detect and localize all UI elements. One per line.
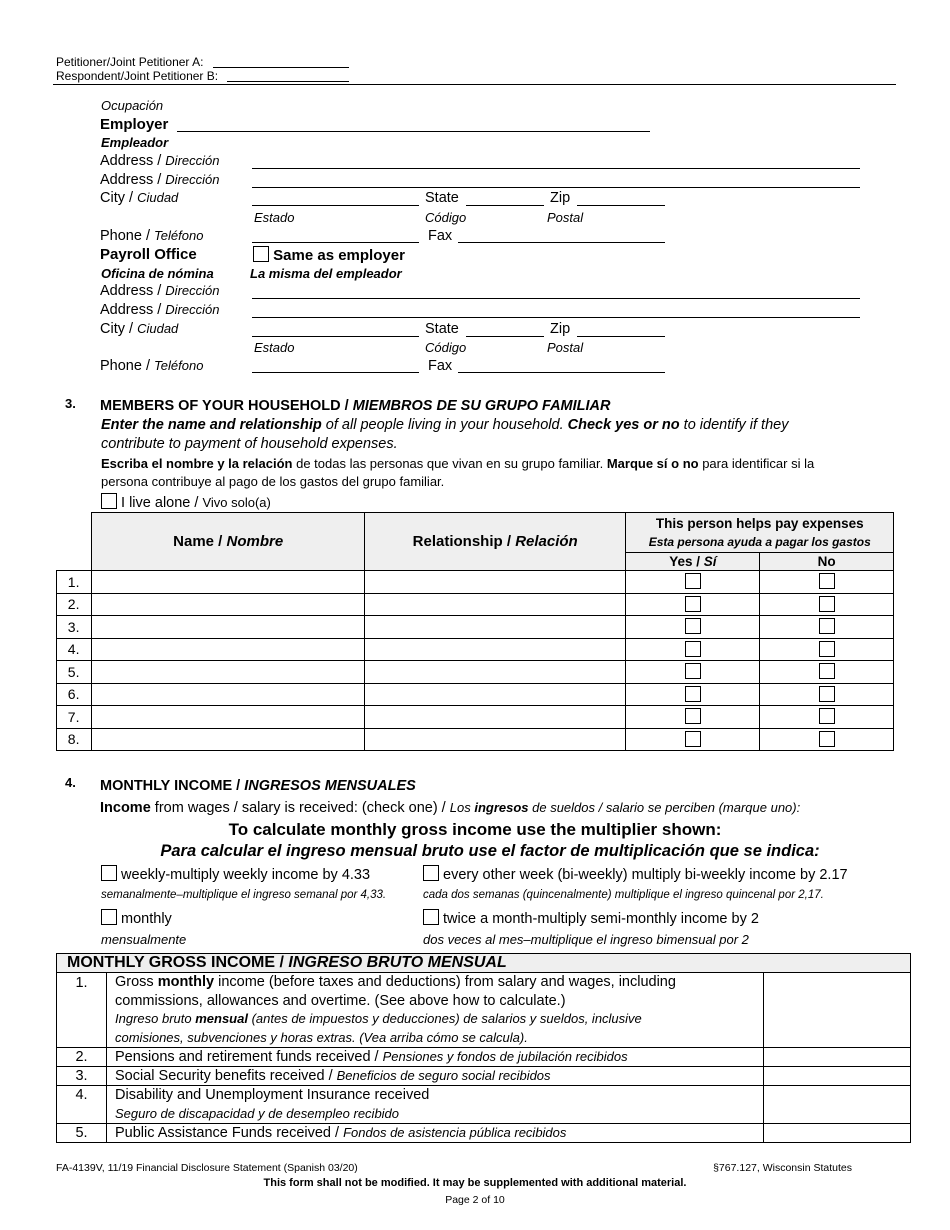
employer-phone-field[interactable] bbox=[252, 242, 419, 243]
gross-row-1-label: Gross monthly income (before taxes and deductions) from salary and wages, including commissions, allowances and overtime. (See above how to calculate.) Ingreso bruto mensual (antes de impuestos y deducciones) de salarios y sueldos, inclusive comisiones, subvenciones y horas extras. (Vea arriba cómo se calcula). bbox=[107, 973, 764, 1048]
household-relationship-cell[interactable] bbox=[364, 728, 626, 751]
household-no-cell bbox=[760, 571, 894, 594]
helps-pay-no-checkbox[interactable] bbox=[819, 596, 835, 612]
household-relationship-cell[interactable] bbox=[364, 638, 626, 661]
household-row bbox=[57, 571, 894, 594]
phone-label: Phone / Teléfono bbox=[100, 228, 204, 244]
gross-row-2-amount[interactable] bbox=[764, 1048, 911, 1067]
biweekly-option[interactable]: every other week (bi-weekly) multiply bi-weekly income by 2.17 bbox=[423, 865, 848, 883]
household-name-cell[interactable] bbox=[92, 728, 364, 751]
address-label-1: Address / Dirección bbox=[100, 153, 220, 169]
helps-pay-yes-checkbox[interactable] bbox=[685, 731, 701, 747]
gross-income-table bbox=[56, 953, 911, 1143]
household-row-number: 6. bbox=[57, 683, 92, 706]
section-3-instructions-es: Escriba el nombre y la relación de todas las personas que vivan en su grupo familiar. Marque sí o no para identificar si la bbox=[101, 456, 815, 471]
section-3-instructions-es-2: persona contribuye al pago de los gastos del grupo familiar. bbox=[101, 474, 445, 489]
codigo-label: Código bbox=[425, 210, 467, 225]
household-name-cell[interactable] bbox=[92, 683, 364, 706]
helps-pay-no-checkbox[interactable] bbox=[819, 618, 835, 634]
fax-label: Fax bbox=[428, 228, 453, 244]
live-alone-checkbox[interactable] bbox=[101, 493, 117, 509]
helps-pay-yes-checkbox[interactable] bbox=[685, 618, 701, 634]
payroll-state-label: State bbox=[425, 321, 459, 337]
helps-pay-yes-checkbox[interactable] bbox=[685, 641, 701, 657]
section-3-number: 3. bbox=[65, 396, 76, 411]
payroll-zip-field[interactable] bbox=[577, 336, 665, 337]
household-row bbox=[57, 638, 894, 661]
weekly-checkbox[interactable] bbox=[101, 865, 117, 881]
payroll-address-label-2: Address / Dirección bbox=[100, 302, 220, 318]
payroll-fax-field[interactable] bbox=[458, 372, 665, 373]
household-relationship-cell[interactable] bbox=[364, 571, 626, 594]
semimonthly-option[interactable]: twice a month-multiply semi-monthly income by 2 bbox=[423, 909, 759, 927]
biweekly-checkbox[interactable] bbox=[423, 865, 439, 881]
payroll-address-2-field[interactable] bbox=[252, 317, 860, 318]
payroll-office-label: Payroll Office bbox=[100, 246, 197, 263]
employer-field[interactable] bbox=[177, 131, 650, 132]
postal-label: Postal bbox=[547, 210, 584, 225]
live-alone-option[interactable]: I live alone / Vivo solo(a) bbox=[101, 493, 271, 511]
gross-row-3-number: 3. bbox=[57, 1067, 107, 1086]
household-name-cell[interactable] bbox=[92, 593, 364, 616]
payroll-state-field[interactable] bbox=[466, 336, 544, 337]
payroll-codigo-label: Código bbox=[425, 340, 467, 355]
employer-fax-field[interactable] bbox=[458, 242, 665, 243]
household-row-number: 7. bbox=[57, 706, 92, 729]
household-relationship-cell[interactable] bbox=[364, 616, 626, 639]
statute-reference: §767.127, Wisconsin Statutes bbox=[713, 1162, 852, 1174]
household-table bbox=[56, 512, 894, 751]
city-label: City / Ciudad bbox=[100, 190, 179, 206]
gross-row-2-number: 2. bbox=[57, 1048, 107, 1067]
section-3-instructions-en-2: contribute to payment of household expenses. bbox=[101, 436, 398, 452]
gross-row-2-label: Pensions and retirement funds received / Pensiones y fondos de jubilación recibidos bbox=[107, 1048, 764, 1067]
monthly-option-es: mensualmente bbox=[101, 932, 187, 947]
gross-income-title: MONTHLY GROSS INCOME / INGRESO BRUTO MENSUAL bbox=[57, 954, 911, 973]
state-label: State bbox=[425, 190, 459, 206]
household-no-cell bbox=[760, 683, 894, 706]
household-no-cell bbox=[760, 593, 894, 616]
household-yes-cell bbox=[626, 706, 760, 729]
employer-zip-field[interactable] bbox=[577, 205, 665, 206]
gross-row-1-amount[interactable] bbox=[764, 973, 911, 1048]
payroll-address-label-1: Address / Dirección bbox=[100, 283, 220, 299]
household-relationship-cell[interactable] bbox=[364, 706, 626, 729]
helps-pay-no-checkbox[interactable] bbox=[819, 708, 835, 724]
gross-row-3-label: Social Security benefits received / Beneficios de seguro social recibidos bbox=[107, 1067, 764, 1086]
household-name-cell[interactable] bbox=[92, 638, 364, 661]
household-no-cell bbox=[760, 638, 894, 661]
household-row-number: 5. bbox=[57, 661, 92, 684]
weekly-option[interactable]: weekly-multiply weekly income by 4.33 bbox=[101, 865, 370, 883]
household-row bbox=[57, 661, 894, 684]
payroll-phone-field[interactable] bbox=[252, 372, 419, 373]
helps-pay-yes-checkbox[interactable] bbox=[685, 708, 701, 724]
payroll-fax-label: Fax bbox=[428, 358, 453, 374]
household-no-cell bbox=[760, 661, 894, 684]
household-row-number: 8. bbox=[57, 728, 92, 751]
income-received-line: Income from wages / salary is received: (check one) / Los ingresos de sueldos / salario se perciben (marque uno): bbox=[100, 800, 801, 816]
household-yes-cell bbox=[626, 593, 760, 616]
household-no-cell bbox=[760, 706, 894, 729]
section-4-number: 4. bbox=[65, 775, 76, 790]
helps-pay-no-checkbox[interactable] bbox=[819, 686, 835, 702]
payroll-estado-label: Estado bbox=[254, 340, 295, 355]
household-table-corner bbox=[57, 513, 92, 571]
household-yes-cell bbox=[626, 728, 760, 751]
form-number: FA-4139V, 11/19 Financial Disclosure Statement (Spanish 03/20) bbox=[56, 1162, 358, 1174]
page-number: Page 2 of 10 bbox=[445, 1194, 505, 1206]
calc-instruction-es: Para calcular el ingreso mensual bruto use el factor de multiplicación que se indica: bbox=[160, 842, 820, 860]
payroll-city-field[interactable] bbox=[252, 336, 419, 337]
household-yes-cell bbox=[626, 683, 760, 706]
employer-address-1-field[interactable] bbox=[252, 168, 860, 169]
household-name-cell[interactable] bbox=[92, 616, 364, 639]
payroll-city-label: City / Ciudad bbox=[100, 321, 179, 337]
zip-label: Zip bbox=[550, 190, 571, 206]
payroll-postal-label: Postal bbox=[547, 340, 584, 355]
respondent-b-field[interactable] bbox=[227, 81, 349, 82]
col-relationship-header: Relationship / Relación bbox=[364, 513, 626, 571]
petitioner-a-label: Petitioner/Joint Petitioner A: bbox=[56, 55, 204, 69]
same-as-employer-checkbox[interactable] bbox=[253, 246, 269, 262]
gross-row-5-number: 5. bbox=[57, 1124, 107, 1143]
estado-label: Estado bbox=[254, 210, 295, 225]
household-yes-cell bbox=[626, 616, 760, 639]
payroll-address-1-field[interactable] bbox=[252, 298, 860, 299]
household-row bbox=[57, 593, 894, 616]
household-yes-cell bbox=[626, 661, 760, 684]
helps-pay-no-checkbox[interactable] bbox=[819, 731, 835, 747]
household-row-number: 2. bbox=[57, 593, 92, 616]
same-as-employer-es-label: La misma del empleador bbox=[250, 266, 402, 281]
monthly-option[interactable]: monthly bbox=[101, 909, 172, 927]
helps-pay-yes-checkbox[interactable] bbox=[685, 596, 701, 612]
household-no-cell bbox=[760, 616, 894, 639]
same-as-employer-option[interactable]: Same as employer bbox=[253, 246, 405, 264]
col-helps-header: This person helps pay expenses bbox=[626, 513, 894, 533]
monthly-checkbox[interactable] bbox=[101, 909, 117, 925]
address-label-2: Address / Dirección bbox=[100, 172, 220, 188]
helps-pay-no-checkbox[interactable] bbox=[819, 641, 835, 657]
col-no-header: No bbox=[760, 553, 894, 571]
gross-row-1-number: 1. bbox=[57, 973, 107, 1048]
helps-pay-no-checkbox[interactable] bbox=[819, 663, 835, 679]
gross-row-4-label: Disability and Unemployment Insurance received Seguro de discapacidad y de desempleo recibido bbox=[107, 1086, 764, 1124]
payroll-office-es-label: Oficina de nómina bbox=[101, 266, 214, 281]
employer-city-field[interactable] bbox=[252, 205, 419, 206]
household-relationship-cell[interactable] bbox=[364, 593, 626, 616]
footer-notice: This form shall not be modified. It may be supplemented with additional material. bbox=[263, 1177, 687, 1189]
payroll-zip-label: Zip bbox=[550, 321, 571, 337]
gross-row-4-number: 4. bbox=[57, 1086, 107, 1124]
household-name-cell[interactable] bbox=[92, 661, 364, 684]
employer-es-label: Empleador bbox=[101, 135, 169, 150]
household-row-number: 3. bbox=[57, 616, 92, 639]
gross-row-4-amount[interactable] bbox=[764, 1086, 911, 1124]
respondent-b-label: Respondent/Joint Petitioner B: bbox=[56, 69, 219, 83]
col-helps-es-header: Esta persona ayuda a pagar los gastos bbox=[626, 533, 894, 553]
semimonthly-checkbox[interactable] bbox=[423, 909, 439, 925]
employer-label: Employer bbox=[100, 116, 169, 133]
household-row-number: 1. bbox=[57, 571, 92, 594]
household-name-cell[interactable] bbox=[92, 706, 364, 729]
household-name-cell[interactable] bbox=[92, 571, 364, 594]
household-yes-cell bbox=[626, 638, 760, 661]
helps-pay-no-checkbox[interactable] bbox=[819, 573, 835, 589]
section-3-instructions-en: Enter the name and relationship of all people living in your household. Check yes or no to identify if they bbox=[101, 417, 789, 433]
household-relationship-cell[interactable] bbox=[364, 661, 626, 684]
biweekly-option-es: cada dos semanas (quincenalmente) multiplique el ingreso quincenal por 2,17. bbox=[423, 889, 824, 901]
petitioner-a-field[interactable] bbox=[213, 67, 349, 68]
header-divider bbox=[53, 84, 896, 85]
household-row-number: 4. bbox=[57, 638, 92, 661]
col-name-header: Name / Nombre bbox=[92, 513, 364, 571]
employer-address-2-field[interactable] bbox=[252, 187, 860, 188]
helps-pay-yes-checkbox[interactable] bbox=[685, 663, 701, 679]
helps-pay-yes-checkbox[interactable] bbox=[685, 686, 701, 702]
household-row bbox=[57, 706, 894, 729]
gross-row-5-label: Public Assistance Funds received / Fondos de asistencia pública recibidos bbox=[107, 1124, 764, 1143]
payroll-phone-label: Phone / Teléfono bbox=[100, 358, 204, 374]
household-row bbox=[57, 683, 894, 706]
gross-row-5-amount[interactable] bbox=[764, 1124, 911, 1143]
employer-state-field[interactable] bbox=[466, 205, 544, 206]
section-4-title: MONTHLY INCOME / INGRESOS MENSUALES bbox=[100, 778, 416, 794]
semimonthly-option-es: dos veces al mes–multiplique el ingreso bimensual por 2 bbox=[423, 932, 749, 947]
household-row bbox=[57, 616, 894, 639]
gross-row-3-amount[interactable] bbox=[764, 1067, 911, 1086]
helps-pay-yes-checkbox[interactable] bbox=[685, 573, 701, 589]
col-yes-header: Yes / Sí bbox=[626, 553, 760, 571]
weekly-option-es: semanalmente–multiplique el ingreso semanal por 4,33. bbox=[101, 889, 387, 901]
household-yes-cell bbox=[626, 571, 760, 594]
household-no-cell bbox=[760, 728, 894, 751]
section-3-title: MEMBERS OF YOUR HOUSEHOLD / MIEMBROS DE SU GRUPO FAMILIAR bbox=[100, 398, 611, 414]
household-relationship-cell[interactable] bbox=[364, 683, 626, 706]
occupation-label: Ocupación bbox=[101, 98, 164, 113]
household-row bbox=[57, 728, 894, 751]
calc-instruction: To calculate monthly gross income use the multiplier shown: bbox=[228, 820, 722, 839]
